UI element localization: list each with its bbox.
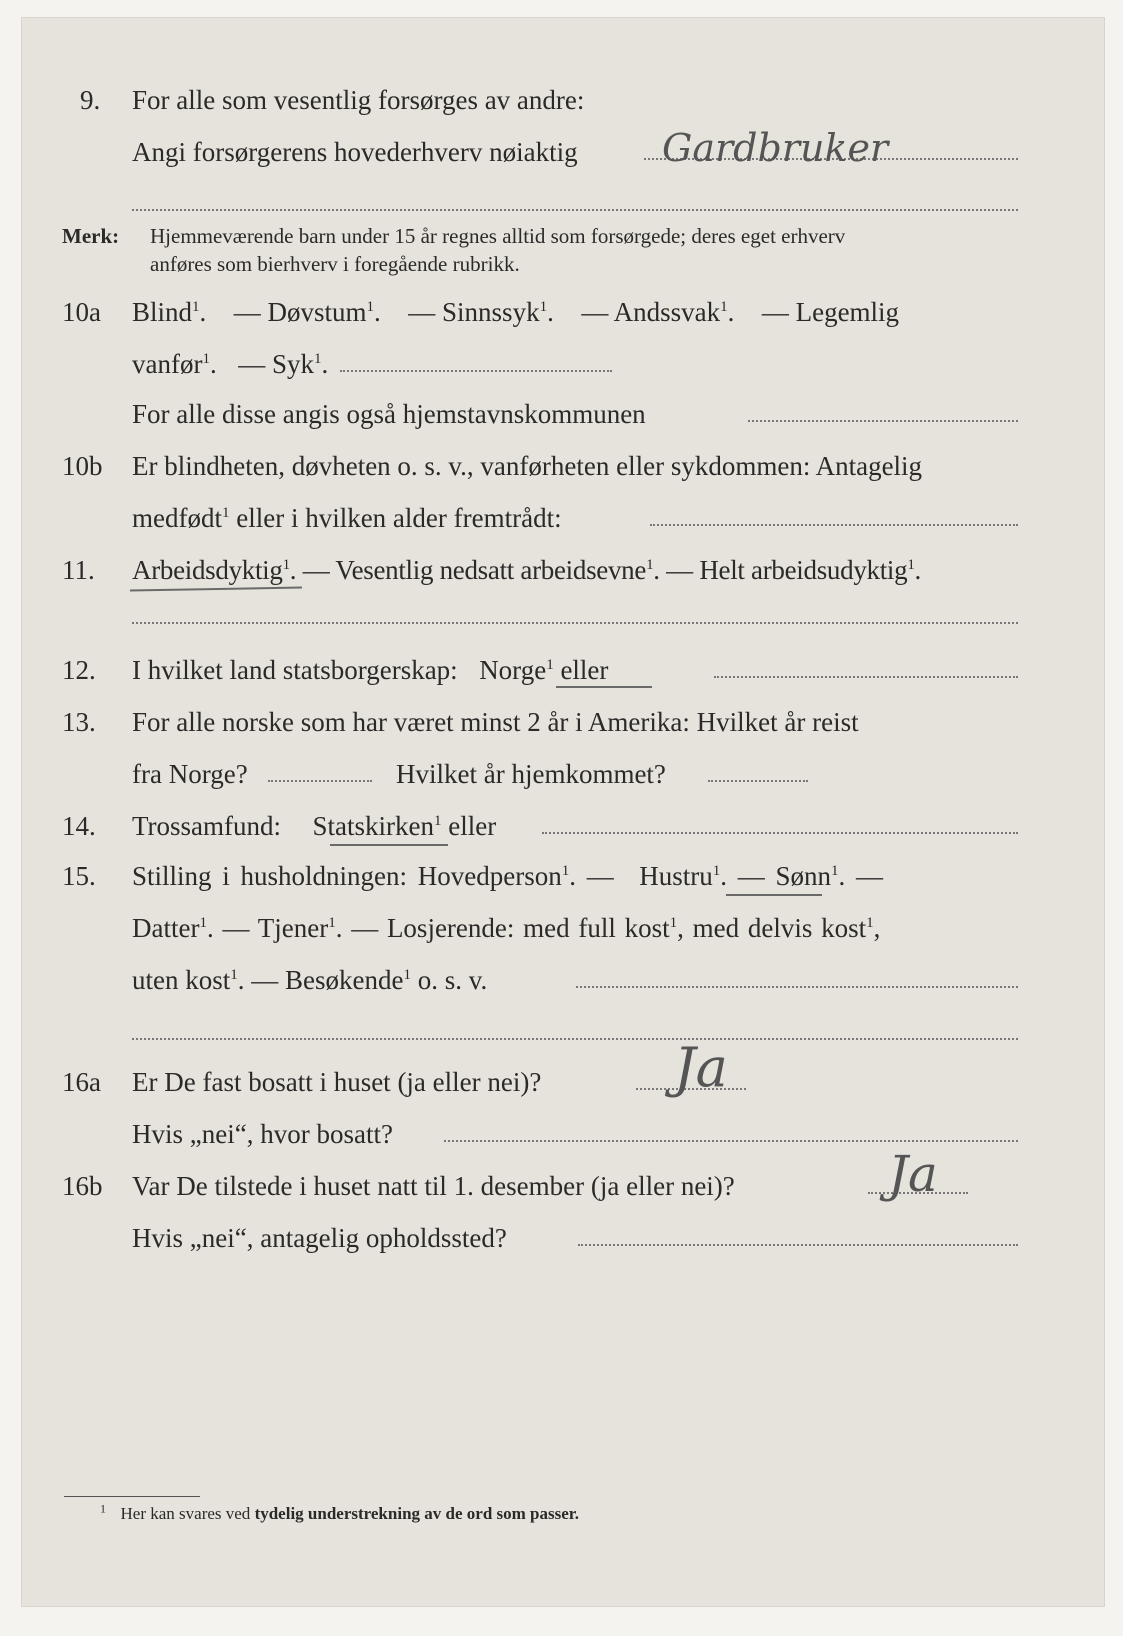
q15-hustru: Hustru: [639, 861, 713, 891]
q10a-syk: — Syk: [238, 349, 314, 379]
q10a-legemlig: — Legemlig: [761, 297, 900, 327]
q11-line: Arbeidsdyktig$^1$. — Vesentlig nedsatt arbeidsevne$^1$. — Helt arbeidsudyktig$^1$.: [132, 555, 921, 585]
q11-arbeidsdyktig: Arbeidsdyktig: [132, 555, 283, 585]
q15-extra-line: [132, 1038, 1018, 1040]
q15-line1: Stilling i husholdningen: Hovedperson$^1$. — Hustru$^1$. — Sønn$^1$. —: [132, 861, 884, 891]
q10a-kommune-line: [748, 420, 1018, 422]
q14-statskirken: Statskirken: [312, 811, 435, 841]
merk-line1: Hjemmeværende barn under 15 år regnes alltid som forsørgede; deres eget erhverv: [150, 224, 846, 248]
q10a-sinnssyk: — Sinnssyk: [408, 297, 540, 327]
q16b-line2: Hvis „nei“, antagelig opholdssted?: [132, 1223, 507, 1253]
q11-underline-mark: [130, 586, 302, 591]
q10a-line2: vanfør$^1$. — Syk$^1$.: [132, 349, 329, 379]
footnote-bold: tydelig understrekning av de ord som passer.: [254, 1504, 580, 1523]
q13-line2a: fra Norge?: [132, 759, 248, 789]
q10b-number: 10b: [62, 451, 103, 481]
q15-line2: Datter$^1$. — Tjener$^1$. — Losjerende: med full kost$^1$, med delvis kost$^1$,: [132, 913, 881, 943]
q10b-medfodt: medfødt: [132, 503, 222, 533]
q15-line3: uten kost$^1$. — Besøkende$^1$ o. s. v.: [132, 965, 488, 995]
q10b-alder-line: [650, 524, 1018, 526]
q16a-bosatt-line: [444, 1140, 1018, 1142]
q16b-opholdssted-line: [578, 1244, 1018, 1246]
q16b-line1: Var De tilstede i huset natt til 1. desember (ja eller nei)?: [132, 1171, 735, 1201]
q9-line1: For alle som vesentlig forsørges av andre:: [132, 85, 585, 115]
q14-eller-line: [542, 832, 1018, 834]
q16a-handwritten-answer: Ja: [674, 1036, 728, 1099]
form-page: [22, 18, 1104, 1606]
q11-extra-line: [132, 622, 1018, 624]
q10a-andssvak: — Andssvak: [581, 297, 721, 327]
q16b-number: 16b: [62, 1171, 103, 1201]
q12-norge: Norge: [479, 655, 547, 685]
q10a-syk-line: [340, 370, 612, 372]
footnote-rule: [64, 1496, 200, 1497]
q13-number: 13.: [62, 707, 96, 737]
q13-reist-line: [268, 780, 372, 782]
q10b-alder: eller i hvilken alder fremtrådt:: [236, 503, 562, 533]
q16a-line1: Er De fast bosatt i huset (ja eller nei)?: [132, 1067, 542, 1097]
q13-line2b: Hvilket år hjemkommet?: [396, 759, 666, 789]
q12-eller-line: [714, 676, 1018, 678]
q15-osv-line: [576, 986, 1018, 988]
q12-underline-mark: [556, 686, 652, 688]
q10b-line2: medfødt$^1$ eller i hvilken alder fremtrådt:: [132, 503, 562, 533]
q10a-line3: For alle disse angis også hjemstavnskommunen: [132, 399, 646, 429]
q16a-number: 16a: [62, 1067, 101, 1097]
q16b-handwritten-answer: Ja: [888, 1145, 938, 1203]
q10a-dovstum: — Døvstum: [233, 297, 367, 327]
q11-number: 11.: [62, 555, 95, 585]
q10b-line1: Er blindheten, døvheten o. s. v., vanførheten eller sykdommen: Antagelig: [132, 451, 923, 481]
q10a-line1: Blind$^1$. — Døvstum$^1$. — Sinnssyk$^1$. — Andssvak$^1$. — Legemlig: [132, 297, 900, 327]
q14-underline-mark: [330, 844, 448, 846]
q9-extra-line: [132, 209, 1018, 211]
q9-line2: Angi forsørgerens hovederhverv nøiaktig: [132, 137, 578, 167]
q13-line1: For alle norske som har været minst 2 år i Amerika: Hvilket år reist: [132, 707, 859, 737]
q13-hjemkommet-line: [708, 780, 808, 782]
q15-underline-mark: [726, 894, 822, 896]
q12-number: 12.: [62, 655, 96, 685]
merk-line2: anføres som bierhverv i foregående rubrikk.: [150, 252, 520, 276]
q10a-blind: Blind: [132, 297, 193, 327]
q12-line: I hvilket land statsborgerskap: Norge$^1$ eller: [132, 655, 609, 685]
footnote: $^1$ Her kan svares ved tydelig understrekning av de ord som passer.: [100, 1501, 580, 1523]
q9-number: 9.: [80, 85, 101, 115]
q16a-line2: Hvis „nei“, hvor bosatt?: [132, 1119, 393, 1149]
q10a-vanfor: vanfør: [132, 349, 203, 379]
q10a-number: 10a: [62, 297, 101, 327]
merk-label: Merk:: [62, 224, 120, 248]
q14-number: 14.: [62, 811, 96, 841]
q15-number: 15.: [62, 861, 96, 891]
q9-handwritten-answer: Gardbruker: [662, 126, 889, 170]
q14-line: Trossamfund: Statskirken$^1$ eller: [132, 811, 497, 841]
